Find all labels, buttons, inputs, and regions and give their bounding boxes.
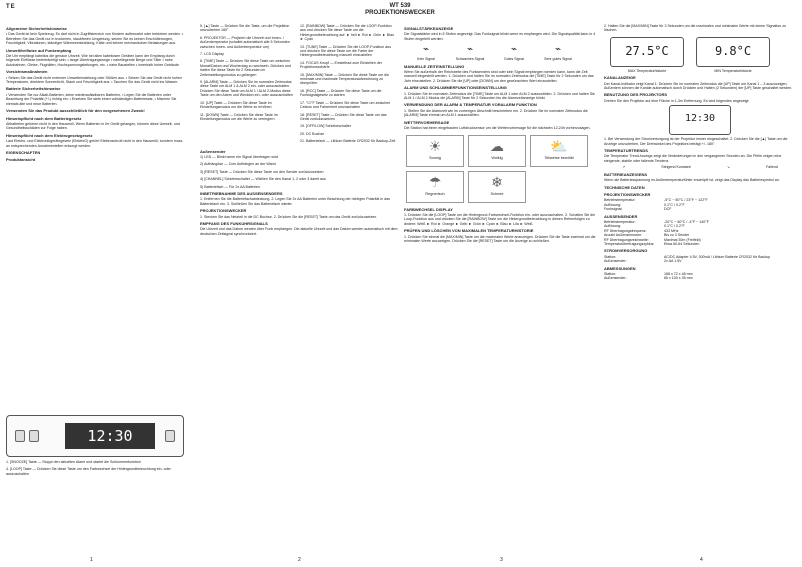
side-button-graphic [165,430,175,442]
heading-color-display: FARBWECHSEL DISPLAY [404,206,453,212]
spec-key: RF Übertragungsfrequenz: [604,228,647,233]
text-color-display: 1. Drücken Sie die [LOOP] Taste um die Hintergrund-Farbwechsel-Funktion ein- oder auszuschalten. 2. Schalten Sie die Loop-Funktion aus und drücken Sie die [RAINBOW] Taste um die Hintergrundbeleuchtung in diesen Reihenfolgen zu ändern: Weiß ► Rot ► Orange ► Gelb ► Grün ► Cyan ► Blau ► Lila ► Weiß [404,212,596,226]
snow-icon: ❄ [491,173,503,190]
lcd-item [690,35,776,73]
list-item: 17. °C/°F Taste — Drücken Sie diese Taste um zwischen Celsius und Fahrenheit umzuschalten [300,100,391,110]
spec-key: Temperaturübertragungszyklus: [604,241,655,246]
text-setup-sender: 1. Entfernen Sie die Batteriefachabdeckung. 2. Legen Sie 2x AA Batterien unter Beachtung der richtigen Polarität in das Batteriefach ein. 3. Schließen Sie das Batteriefach wieder. [200,197,390,206]
signal-label: Schwaches Signal [455,57,485,62]
spec-value: 168 x 72 x 48 mm [664,272,693,276]
signal-icons-row [404,43,600,61]
list-item: 6. PROJEKTOR — Projiziert die Uhrzeit und Innen- / Außentemperatur (schaltet automatisch alle 5 Sekunden zwischen Innen- und Außentemperatur um) [200,35,290,49]
lcd-label: MAX Temperaturhistorie [627,68,667,73]
weather-tile [406,135,464,167]
heading-projection-clock: PROJEKTIONSWECKER [200,208,247,214]
list-item: 11. [DOWN] Taste — Drücken Sie diese Taste im Einstellungsmodus um die Werte zu verringern [200,112,278,121]
list-item: 13. [TUNE] Taste — Drücken Sie die LOOP-Funktion aus und drücken Sie diese Taste um die Farbe der Hintergrundbeleuchtung manuell einzustellen [300,44,392,58]
weather-tile [468,135,526,167]
spec-key: Außensender: [604,276,627,281]
clock-display: 12:30 [65,423,155,449]
spec-key: Betriebstemperatur: [604,198,636,203]
page-number: 2 [298,557,301,563]
heading-battery-safety: Batterie Sicherheitshinweise [6,86,61,92]
signal-level [492,43,536,61]
partly-cloudy-icon: ⛅ [550,137,568,154]
list-item: 9. [ALARM] Taste — Drücken Sie im normalen Zeitmodus diese Taste um ALM 1 & ALM 2 ein- oder auszuschalten. Drücken Sie diese Taste um ALM 1 / ALM 2-Modus diese Taste um den Alarm und Weckton ein- oder auszuschalten [200,80,293,98]
heading-electro-law: Hinweispflicht nach dem Elektrogesetzgesetz [6,132,93,138]
model-number: WT 539 [389,3,411,9]
spec-key: Auflösung: [604,202,621,207]
heading-radio-signal: EMPFANG DES FUNKUHRSIGNALS [200,221,268,226]
spec-row [604,259,796,263]
list-item: 20. DC Buchse [300,131,325,136]
spec-value: AC/DC Adapter 4.5V, 300mA / Lithium Batterie CR2032 für Backup [664,254,771,259]
legend-item: 4. [LOOP] Taste — Drücken Sie diese Taste um den Farbwechsel der Hintergrundbeleuchtung ein- oder auszuschalten [6,467,171,476]
spec-key: Auflösung: [604,224,621,229]
heading-battery-indicator: BATTERIEANZEIGENS [604,171,648,177]
signal-weak-icon: ⌁ [466,44,474,56]
spec-value: Etwa 60-64 Sekunden [664,241,700,246]
spec-value: -5°C ~ 50°C / 23°F ~ 122°F [664,198,708,203]
heading-setup-sender: INBETRIEBNAHME DES AUSSENSENDERS [200,190,283,196]
weather-label: Wolkig [491,155,503,160]
text-alarm: 1. Drücken Sie im normalen Zeitmodus die [TIME] Taste um ALM 1 oder ALM 2 auszuwählen. 2. Drücken und halten Sie ALM 1 / ALM 2 Modus die [ALARM] Taste für 2 Sekunden bis die Alarmzeitanzeige blinkt. [404,91,595,101]
spec-value: Maximal 30m (Freifeld) [664,237,701,242]
list-item: 10. [UP] Taste — Drücken Sie diese Taste im Einstellungsmodus um die Werte zu erhöhen [200,100,272,110]
heading-power: STROMVERSORGUNG [604,248,648,254]
spec-value: DCF [664,207,672,212]
page-number: 3 [500,557,503,563]
text-projection-clock: 1. Stecken Sie das Netzteil in die DC Buchse. 2. Drücken Sie die [RESET] Taste um das Gerät zurückzusetzen. [200,214,378,219]
spec-key: Außensender: [604,259,627,264]
list-item: 19. [OFF/LOW] Schiebeschalter [300,124,351,129]
weather-label: Teilweise bewölkt [544,155,574,160]
page-number: 4 [700,557,703,563]
legend-col1 [6,460,184,520]
text-forecast: Die Station hat einen eingebauten Luftdrucksensor um die Wettervorhersage für die nächsten 12-24h vorherzusagen. [404,126,591,131]
list-item: 8. [TIME] Taste — Drücken Sie diese Taste um zwischen Monat/Datum und Wochentag zu wechseln. Drücken und halten Sie diese Taste für 2 Sekunden im Zeiteinstellungsmodus zu gelangen [200,59,291,77]
list-item: 18. [RESET] Taste — Drücken Sie diese Taste um das Gerät zurückzusetzen [300,112,387,121]
list-item: 21. Batteriefach — Lithium Batterie CR2032 für Backup-Zeit [300,139,396,144]
column-3 [404,24,600,554]
text-prealarm: 1. Stellen Sie die Alarmzeit wie im vorherigen Abschnitt beschrieben ein. 2. Drücken Sie im normalen Zeitmodus die [ALARM] Taste einmal um ALM 1 auszuwählen. [404,108,588,118]
product-title: PROJEKTIONSWECKER [365,10,435,16]
spec-row [604,207,796,211]
sun-icon: ☀ [428,137,442,154]
text-temp-trends: Die Temperatur Trend Anzeige zeigt die Veränderungen in den vergangenen Stunden an. Die Pfeile zeigen eine steigende, stabile oder fallende Tendenz. [604,154,782,163]
spec-key: Station: [604,272,617,276]
lcd-min: 9.8°C [696,37,770,67]
list-item: 5. [▲] Taste — Drücken Sie die Taste, um die Projektion umzudrehen 180° [200,24,290,33]
list-item: 4) [CHANNEL] Schiebeschalter — Wählen Sie den Kanal 1, 2 oder 3 damit aus [200,177,326,182]
projection-preview: 12:30 [669,105,731,135]
heading-max-min: PRÜFEN UND LÖSCHEN VON MAXIMALEN TEMPERATURHISTORIE [404,228,534,234]
weather-label: Regnerisch [425,191,445,196]
spec-key: Anzahl Außensensoren: [604,233,643,238]
lcd-label: MIN Temperaturhistorie [714,68,752,73]
column-4 [604,24,796,544]
snooze-button-graphic [15,430,25,442]
heading-signal-strength: SIGNALSTÄRKEANZEIGE [404,26,454,31]
heading-features: EIGENSCHAFTEN [6,149,41,155]
signal-level [448,43,492,61]
list-item: 15. [MAX/MIN] Taste — Drücken Sie diese Taste um die minimale und maximale Temperaturaufzeichnung zu überprüfen [300,72,389,86]
text-battery-indicator: Wenn die Batteriesspannung im Außentemperaturfühler erschöpft ist, zeigt das Display das Batteriesymbol an. [604,178,780,183]
weather-tile [468,171,526,203]
list-item: 1) LED — Blinkt wenn ein Signal übertragen wird [200,154,278,159]
text-max-min-clear: 2. Halten Sie die [MAX/MIN] Taste für 3 Sekunden um die maximalen und minimalen Werte mit einem Signalton zu löschen. [604,24,787,33]
weather-icons [404,133,600,205]
heading-alarm: ALARM UND SCHLUMMERFUNKTIONSEINSTELLUNG [404,85,507,91]
signal-label: Sehr gutes Signal [544,57,572,62]
signal-none-icon: ⌁ [422,44,430,56]
trend-label: Fallend [766,165,778,170]
trend-rising-icon: ↗ [622,165,626,170]
rain-icon: ☂ [428,173,442,190]
trend-falling-icon: ↘ [726,165,730,170]
heading-prealarm: VERWENDUNG DER ALARM & TEMPERATUR VORALARM FUNKTION [404,102,537,108]
heading-safety: Allgemeine Sicherheitshinweise [6,26,67,31]
heading-product-view: Produktansicht [6,157,36,163]
heading-dimensions: ABMESSUNGEN [604,265,636,271]
text-projector-use: Drehen Sie den Projektor auf eine Fläche in 1-3m Entfernung. Es wird folgendes angezeigt: [604,98,750,103]
page-number: 1 [90,557,93,563]
text-channel: Der Kanal-Indikator zeigt Kanal 1. Drücken Sie im normalen Zeitmodus die [UP] Taste um Kanal 1 – 3 auszuzeigen. Außerdem können die Kanäle automatisch durch Drücken und Halten (2 Sekunden) der [UP] Taste geschaltet werden. [604,81,793,91]
spec-value: 2x AA 1.5V [664,259,682,264]
text-precautions: • Setzen Sie das Gerät nicht extremer Umwelteinwirkung oder Stößen aus. • Setzen Sie das Gerät nicht hohen Temperaturen, direktem Sonnenlicht, Staub und Feuchtigkeit aus. • Tauchen Sie das Gerät nicht ins Wasser. [6,75,182,85]
text-signal-strength: Die Signalstärke wird in 5 Stufen angezeigt. Das Funksignal blinkt wenn es empfangen wird. Die Signalqualität kann in 4 Stufen eingeteilt werden: [404,32,596,41]
column-2 [200,24,400,544]
cloud-icon: ☁ [490,137,504,154]
heading-temp-trends: TEMPERATURTRENDS [604,148,648,154]
signal-strong-icon: ⌁ [554,44,562,56]
text-radio-signal: Die Uhrzeit und das Datum werden über Funk empfangen. Die aktuelle Uhrzeit und das Datum werden automatisch mit dem deutschen Zeitsignal synchronisiert. [200,227,398,236]
signal-label: Kein Signal [417,57,435,62]
signal-level [404,43,448,61]
list-item: 7. LCD Display [200,52,224,57]
list-item: 14. FOCUS Knopf — Einstellrad zum Einstellen der Projektionsschärfe [300,60,382,70]
weather-label: Sonnig [429,155,441,160]
text-radio: Die Uhr empfängt kabellos die genaue Uhrzeit. Wie bei allen kabellosen Geräten kann der Empfang durch folgende Einflüsse beeinträchtigt sein: • lange Übertragungswege • naheliegende Berge und Täler • nahe Autobahnen, Gleise, Flughäfen, Hochspannungsleitungen, etc. • nahe Baustellen • innerhalb hoher Gebäude [6,54,179,67]
heading-precautions: Vorsichtsmaßnahmen [6,69,48,75]
weather-label: Schnee [490,191,504,196]
list-item: 2) Aufhängöse — Zum Aufhängen an der Wand [200,162,276,167]
spec-key: Station: [604,254,617,259]
list-item: 12. [RAINBOW] Taste — Drücken Sie die LOOP-Funktion aus und drücken Sie diese Taste um die Hintergrundbeleuchtung auf: ► hell ► Rot ► Grün ► Blau ► Cyan [300,24,394,42]
button-list-right [300,24,396,147]
button-list-left [200,24,296,124]
list-item: 5) Batteriefach — Für 2x AA Batterien [200,184,260,189]
spec-row [604,276,796,280]
product-illustration [6,415,184,457]
heading-spec-clock: PROJEKTIONSWECKER [604,191,651,197]
signal-level [536,43,580,61]
signal-label: Gutes Signal [503,57,525,62]
heading-projector-use: BENUTZUNG DES PROJEKTORS [604,92,668,98]
weather-tile [530,135,588,167]
heading-radio: Umweltfreiflutze auf Funkempfang [6,47,72,53]
spec-value: 433 MHz [664,228,679,233]
list-item: 16. [RCC] Taste — Drücken Sie diese Taste um die Funksignalgesetz zu starten [300,88,382,98]
spec-row [604,242,796,246]
list-item: 3) [RESET] Taste — Drücken Sie diese Taste um den Sender zurückzusetzen [200,169,324,174]
spec-value: 0.1°C / 0.2°F [664,224,685,229]
heading-battery-law: Hinweispflicht nach dem Batteriegesetz [6,115,82,121]
heading-spec-sender: AUSSENSENDER [604,213,638,219]
trend-row [604,165,796,169]
spec-key: Funksignal: [604,207,623,212]
text-battery-law: Altbatterien gehören nicht in den Hausmüll. Wenn Batterien in Ihr Gerät gelangen, können diese Umwelt- und Gesundheitsschäden zur Folge haben. [6,121,180,131]
text-electro-law: Laut Elektro- und Elektronikgerätegesetz (ElektroG) gehört Elektroschrott nicht in den Hausmüll, sondern muss an entsprechenden Annahmestellen entsorgt werden. [6,139,183,148]
signal-good-icon: ⌁ [510,44,518,56]
spec-value: -20°C ~ 60°C / -4°F ~ 140°F [664,219,709,224]
weather-tile [406,171,464,203]
text-projector-hint: 1. Bei Verwendung der Stromversorgung ist der Projektor immer eingeschaltet. 2. Drücken Sie die [▲] Taste um die Anzeige umzudrehen. Der Drehwinkel des Projektors beträgt +/- 180°. [604,137,788,146]
spec-key: RF Übertragungsreichweite: [604,237,649,242]
brand-logo: ТЕ [6,4,16,10]
text-max-min: 1. Drücken Sie einmal die [MAX/MIN] Taste um die maximalen Werte anzuzeigen. Drücken Sie die Taste zweimal um die minimalen Werte anzuzeigen. Drücken Sie die [RESET] Taste um die Anzeige zu schließen. [404,234,596,243]
loop-button-graphic [29,430,39,442]
trend-label: Steigend Konstant [661,165,691,170]
page-header [330,3,470,17]
lcd-item [604,35,690,73]
spec-value: Bis zu 3 Sender [664,233,690,238]
spec-value: 0.1°C / 0.2°F [664,202,685,207]
lcd-max: 27.5°C [610,37,684,67]
heading-outdoor-sender: Außensender [200,148,226,154]
lcd-row [604,35,796,73]
spec-key: Betriebstemperatur: [604,219,636,224]
heading-channel: KANALANZEIGE [604,75,636,81]
text-battery-safety: • Verwenden Sie nur Alkali-Batterien, keine wiederaufladbaren Batterien. • Legen Sie die Batterien unter Beachtung der Polarität (+/-) richtig ein. • Ersetzen Sie stets einen vollständigen Batteriesatz. • Mischen Sie niemals alte und neue Batterien. [6,92,177,106]
spec-value: 65 x 100 x 35 mm [664,276,693,281]
text-manual-time: Wenn Sie außerhalb der Reichweite des Funksenders sind oder kein Signal empfangen werden kann, kann die Zeit manuell eingestellt werden. 1. Drücken und halten Sie im normalen Zeitmodus die [TIME] Taste für 2 Sekunden um das Jahr einzustellen. 2. Drücken Sie die [UP] oder [DOWN] um den gewünschten Wert einzustellen. [404,70,594,83]
heading-manual-time: MANUELLE ZEITEINSTELLUNG [404,63,465,69]
heading-purpose: Verwenden Sie das Produkt ausschließlich für den vorgesehenen Zweck! [6,108,145,114]
text-safety: • Das Gerät ist kein Spielzeug. Es darf nicht in Zugriffsbereich von Kindern aufbewahrt oder betrieben werden. • Betreiben Sie das Gerät nur in trockenen, staubfreien Umgebung, setzen Sie es keinen Erschütterungen, Feuchtigkeit, Vibrationen, ständiger Wärmeeinstrahlung, Kälte und keinen mechanischen Belastungen aus. [6,32,184,46]
legend-item: 1. [SNOOZE] Taste — Stoppt den aktuellen Alarm und startet die Schlummerfunktion [6,460,141,464]
heading-forecast: WETTERVORHERSAGE [404,119,450,125]
heading-tech-data: TECHNISCHE DATEN [604,184,645,190]
